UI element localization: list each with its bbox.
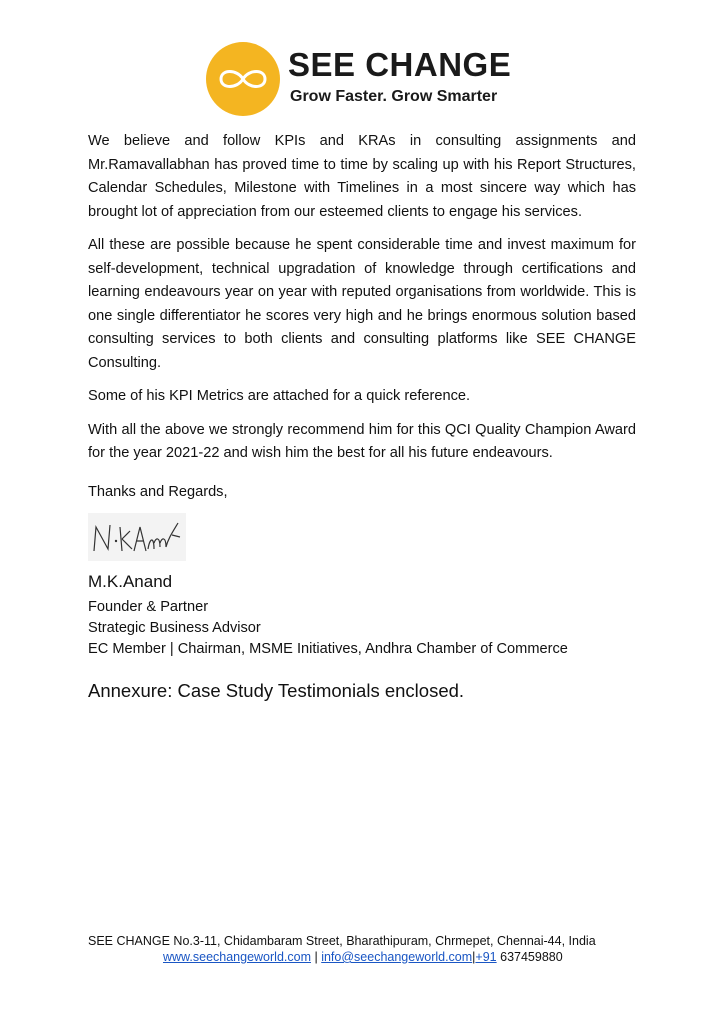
paragraph: Some of his KPI Metrics are attached for a quick reference. bbox=[88, 388, 471, 404]
paragraph: With all the above we strongly recommend him for this QCI Quality Champion Award for the year 2021-22 and wish him the best for all his future endeavours. bbox=[88, 421, 636, 461]
closing-line: Thanks and Regards, bbox=[88, 484, 228, 500]
separator: | bbox=[472, 950, 476, 964]
phone-number: 637459880 bbox=[496, 950, 563, 964]
footer-address: SEE CHANGE No.3-11, Chidambaram Street, Bharathipuram, Chrmepet, Chennai-44, India bbox=[88, 934, 596, 948]
paragraph: All these are possible because he spent considerable time and invest maximum for self-development, technical upgradation of knowledge through certifications and learning endeavours year on year with reputed organisations from worldwide. This is one single differentiator he scores very high and he brings enormous solution based consulting services to both clients and consulting platforms like SEE CHANGE Consulting. bbox=[88, 237, 636, 371]
signer-roles bbox=[88, 597, 568, 660]
email-link[interactable]: info@seechangeworld.com bbox=[321, 950, 473, 964]
signer-name: M.K.Anand bbox=[88, 572, 173, 591]
footer-contacts bbox=[163, 950, 563, 964]
role-line: EC Member | Chairman, MSME Initiatives, Andhra Chamber of Commerce bbox=[88, 641, 568, 657]
tagline: Grow Faster. Grow Smarter bbox=[290, 88, 498, 105]
logo bbox=[206, 42, 280, 116]
brand-name: SEE CHANGE bbox=[288, 46, 512, 83]
letterhead bbox=[206, 40, 536, 118]
phone-link[interactable]: +91 bbox=[475, 950, 497, 964]
letter-body bbox=[88, 130, 636, 476]
separator: | bbox=[311, 950, 322, 964]
signature bbox=[88, 513, 186, 561]
role-line: Founder & Partner bbox=[88, 599, 209, 615]
annexure-note: Annexure: Case Study Testimonials enclosed. bbox=[88, 680, 465, 701]
paragraph: We believe and follow KPIs and KRAs in consulting assignments and Mr.Ramavallabhan has proved time to time by scaling up with his Report Structures, Calendar Schedules, Milestone with Timelines in a most sincere way which has brought lot of appreciation from our esteemed clients to engage his services. bbox=[88, 133, 636, 220]
role-line: Strategic Business Advisor bbox=[88, 620, 261, 636]
website-link[interactable]: www.seechangeworld.com bbox=[163, 950, 311, 964]
infinity-icon bbox=[215, 62, 271, 96]
